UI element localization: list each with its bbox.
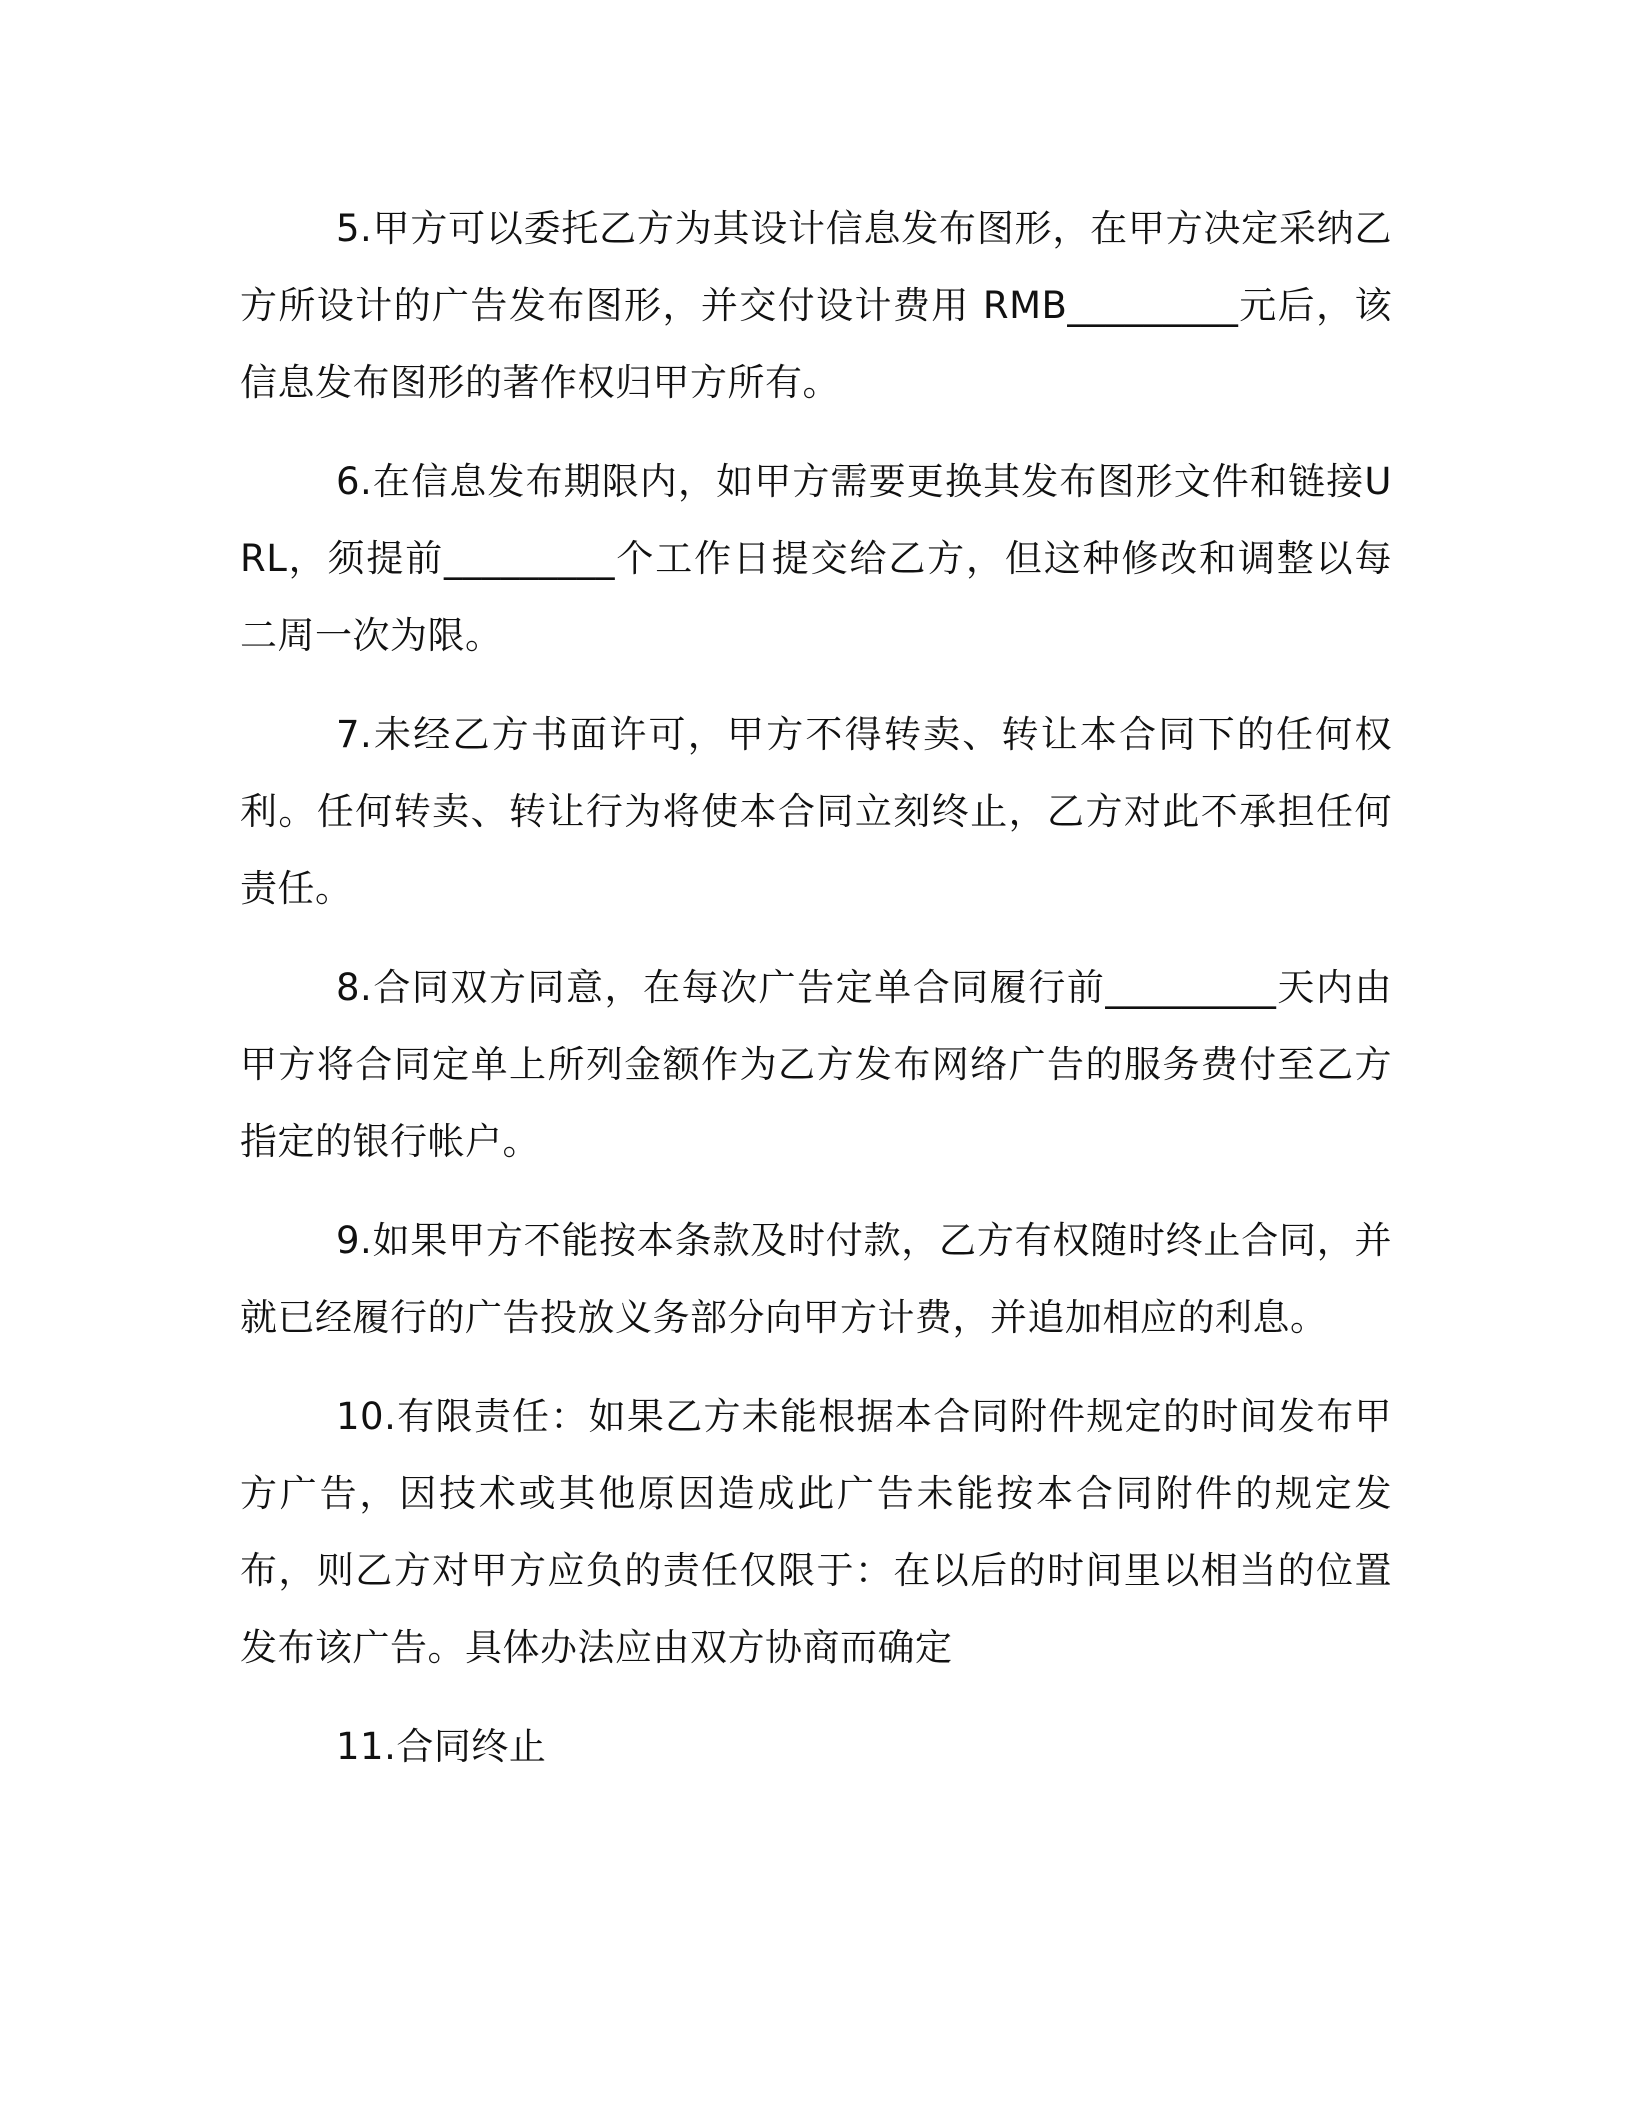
clause-7: 7.未经乙方书面许可，甲方不得转卖、转让本合同下的任何权利。任何转卖、转让行为将使本合同立刻终止，乙方对此不承担任何责任。 [240,713,1392,910]
contract-body [240,190,1392,1807]
clause-8: 8.合同双方同意，在每次广告定单合同履行前_________天内由甲方将合同定单上所列金额作为乙方发布网络广告的服务费付至乙方指定的银行帐户。 [240,966,1392,1163]
clause-5: 5.甲方可以委托乙方为其设计信息发布图形，在甲方决定采纳乙方所设计的广告发布图形，并交付设计费用 RMB_________元后，该信息发布图形的著作权归甲方所有。 [240,207,1392,404]
clause-6: 6.在信息发布期限内，如甲方需要更换其发布图形文件和链接URL，须提前_________个工作日提交给乙方，但这种修改和调整以每二周一次为限。 [240,460,1392,657]
clause-9: 9.如果甲方不能按本条款及时付款，乙方有权随时终止合同，并就已经履行的广告投放义务部分向甲方计费，并追加相应的利息。 [240,1219,1392,1339]
clause-10: 10.有限责任：如果乙方未能根据本合同附件规定的时间发布甲方广告，因技术或其他原因造成此广告未能按本合同附件的规定发布，则乙方对甲方应负的责任仅限于：在以后的时间里以相当的位置发布该广告。具体办法应由双方协商而确定 [240,1395,1392,1669]
clause-11: 11.合同终止 [336,1725,547,1768]
